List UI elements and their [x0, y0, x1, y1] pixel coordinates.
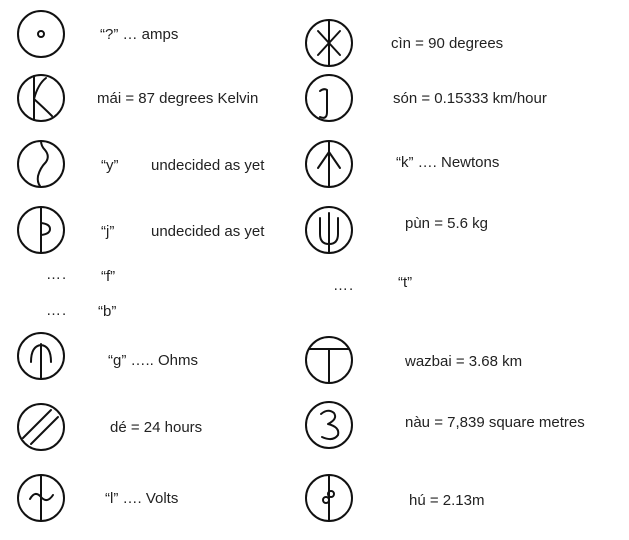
hook-in-circle-icon [18, 141, 64, 187]
t-in-circle-icon [306, 337, 352, 383]
k-curve-in-circle-icon [18, 75, 64, 121]
label-newtons: “k” …. Newtons [396, 154, 500, 171]
label-j: “j” [101, 223, 115, 240]
label-nau: nàu = 7,839 square metres [405, 414, 585, 431]
label-wazbai: wazbai = 3.68 km [405, 353, 523, 370]
small-dot-in-circle-icon [18, 11, 64, 57]
dots-t: …. [333, 277, 355, 294]
dots-f: …. [46, 266, 68, 283]
label-t: “t” [398, 274, 413, 291]
label-cin: cìn = 90 degrees [391, 35, 504, 52]
label-son: són = 0.15333 km/hour [393, 90, 547, 107]
label-y: “y” [101, 157, 119, 174]
label-volts: “l” …. Volts [105, 490, 179, 507]
dots-b: …. [46, 302, 68, 319]
arch-in-circle-icon [18, 333, 64, 379]
double-diagonal-in-circle-icon [18, 404, 64, 450]
asterisk-in-circle-icon [306, 20, 352, 66]
u-in-circle-icon [306, 207, 352, 253]
label-mai: mái = 87 degrees Kelvin [97, 90, 259, 107]
j-hook-in-circle-icon [306, 75, 352, 121]
note-y-undecided: undecided as yet [151, 157, 265, 174]
label-f: “f” [101, 268, 116, 285]
wave-in-circle-icon [18, 475, 64, 521]
label-de: dé = 24 hours [110, 419, 203, 436]
three-in-circle-icon [306, 402, 352, 448]
label-b: “b” [98, 303, 117, 320]
vertical-with-loop-in-circle-icon [18, 207, 64, 253]
label-ohms: “g” ….. Ohms [108, 352, 199, 369]
note-j-undecided: undecided as yet [151, 223, 265, 240]
label-pun: pùn = 5.6 kg [405, 215, 488, 232]
label-hu: hú = 2.13m [409, 492, 485, 509]
arrow-up-in-circle-icon [306, 141, 352, 187]
label-amps: “?” … amps [100, 26, 179, 43]
double-loop-in-circle-icon [306, 475, 352, 521]
